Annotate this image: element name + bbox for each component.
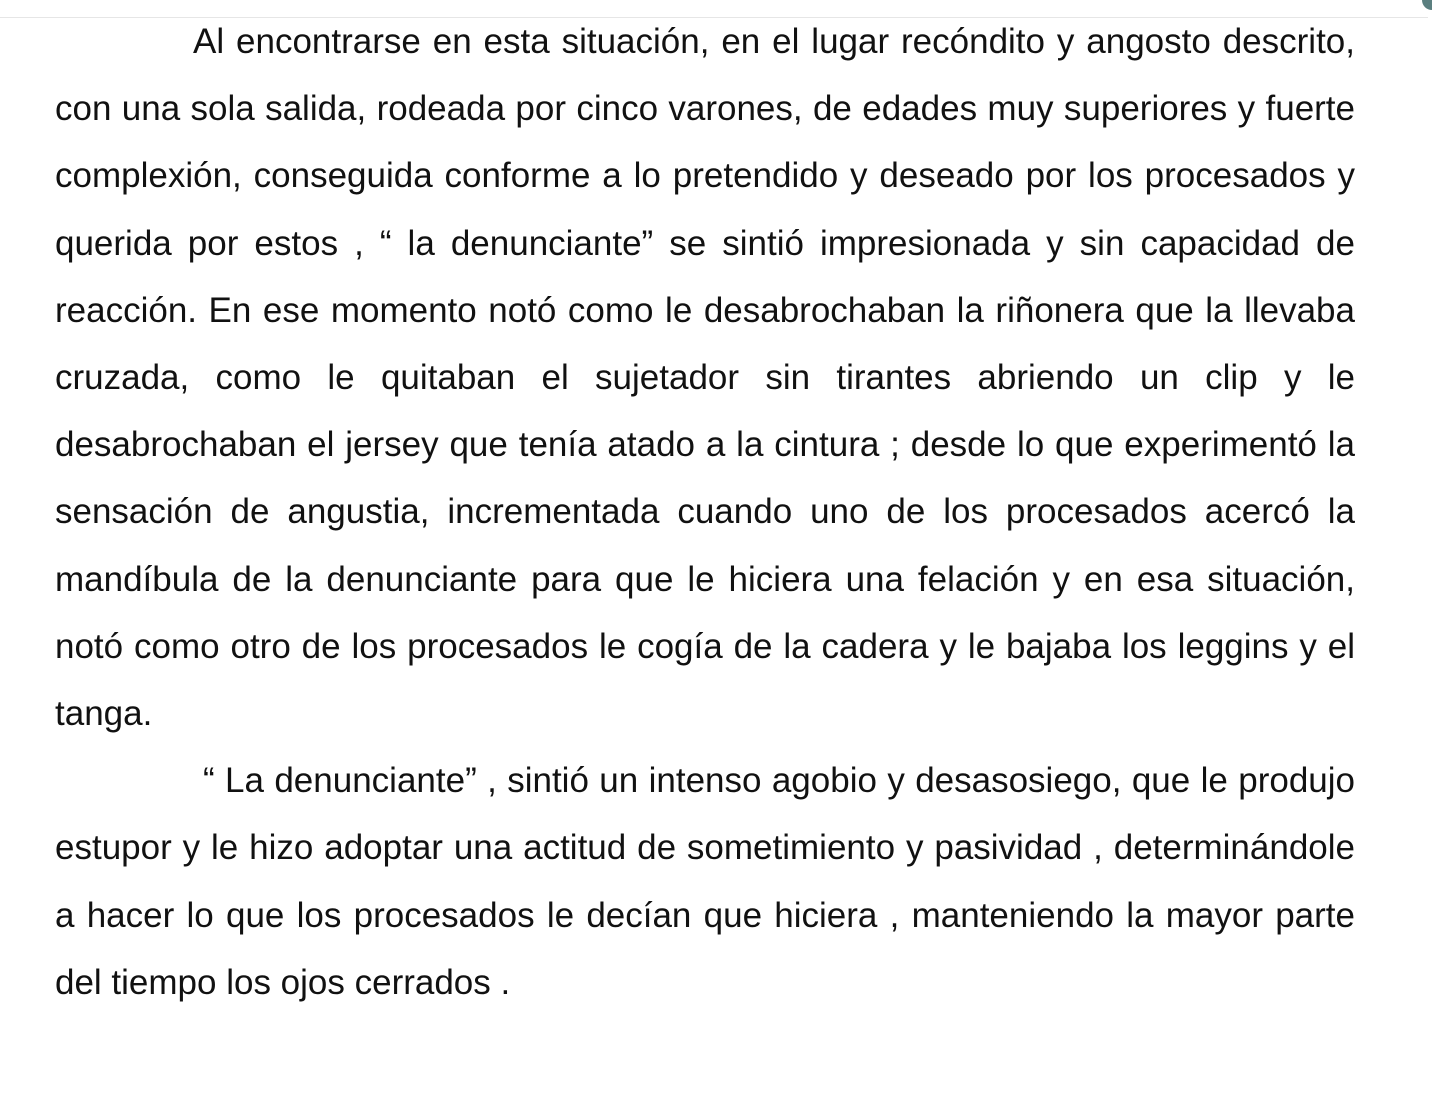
paragraph-2: “ La denunciante” , sintió un intenso agobio y desasosiego, que le produjo estupor y le hizo adoptar una actitud de sometimiento y pasividad , determinándole a hacer lo que los procesados le decían que hiciera , manteniendo la mayor parte del tiempo los ojos cerrados .: [55, 761, 1355, 1002]
document-body: [55, 8, 1355, 1016]
scrollbar-corner-indicator: [1422, 0, 1432, 10]
paragraph-1: Al encontrarse en esta situación, en el lugar recóndito y angosto descrito, con una sola salida, rodeada por cinco varones, de edades muy superiores y fuerte complexión, conseguida conforme a lo pretendido y deseado por los procesados y querida por estos , “ la denunciante” se sintió impresionada y sin capacidad de reacción. En ese momento notó como le desabrochaban la riñonera que la llevaba cruzada, como le quitaban el sujetador sin tirantes abriendo un clip y le desabrochaban el jersey que tenía atado a la cintura ; desde lo que experimentó la sensación de angustia, incrementada cuando uno de los procesados acercó la mandíbula de la denunciante para que le hiciera una felación y en esa situación, notó como otro de los procesados le cogía de la cadera y le bajaba los leggins y el tanga.: [55, 22, 1355, 734]
